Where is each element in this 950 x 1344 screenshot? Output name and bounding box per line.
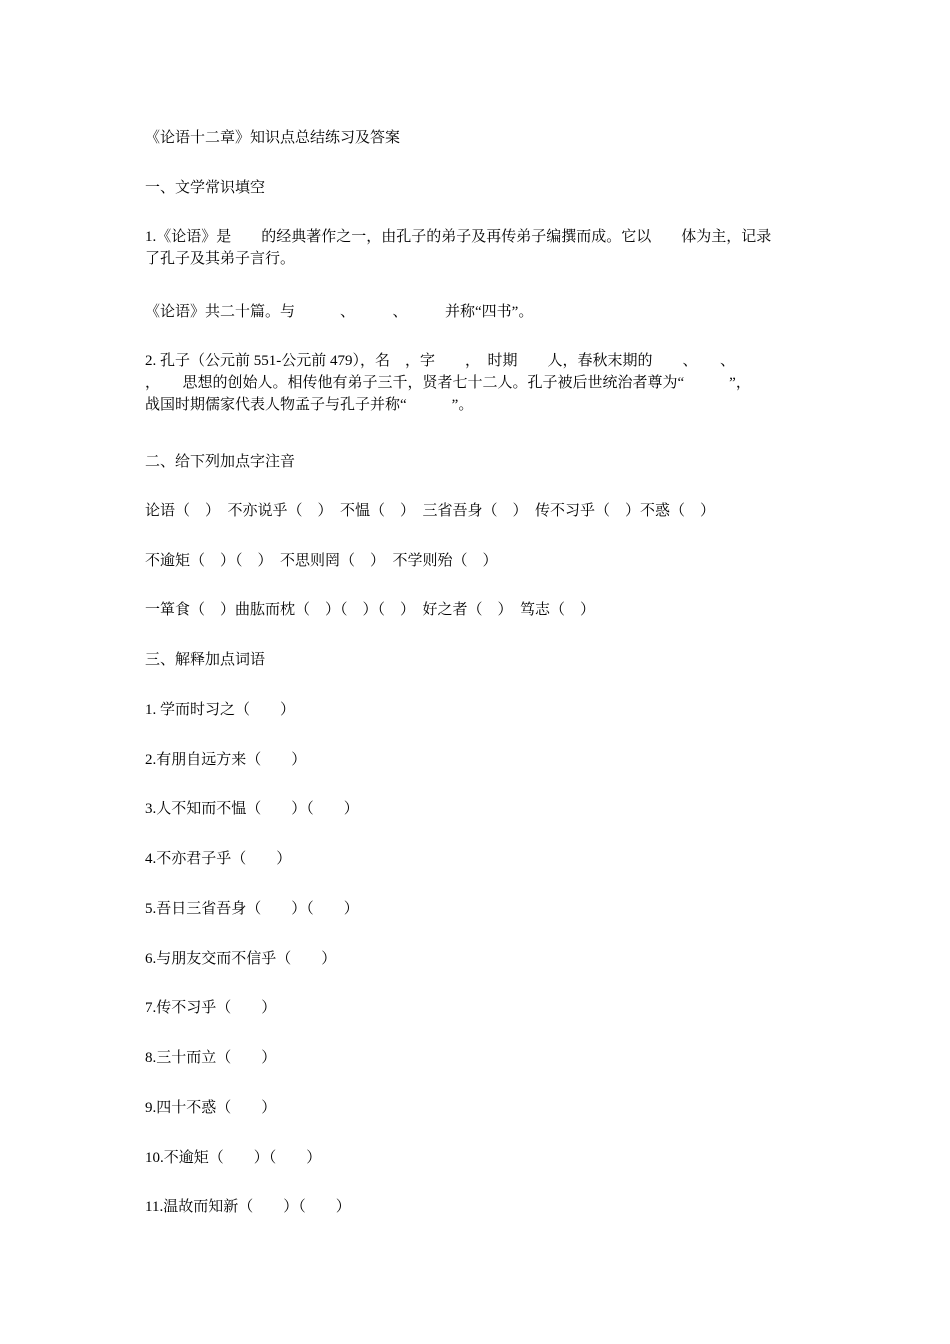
pinyin-row-1: 论语（ ） 不亦说乎（ ） 不愠（ ） 三省吾身（ ） 传不习乎（ ）不惑（ ）: [145, 503, 716, 519]
explain-item: 5.吾日三省吾身（ ）（ ）: [145, 901, 359, 917]
explain-item: 6.与朋友交而不信乎（ ）: [145, 951, 337, 967]
explain-item: 3.人不知而不愠（ ）（ ）: [145, 801, 359, 817]
section-heading-explain: 三、解释加点词语: [145, 652, 266, 668]
question-2-line-2: ， 思想的创始人。相传他有弟子三千，贤者七十二人。孔子被后世统治者尊为“ ”，: [145, 375, 751, 391]
question-2-line-1: 2. 孔子（公元前 551-公元前 479），名 ，字 ， 时期 人，春秋末期的 、 、: [145, 353, 735, 369]
pinyin-row-3: 一箪食（ ）曲肱而枕（ ）（ ）（ ） 好之者（ ） 笃志（ ）: [145, 602, 596, 618]
explain-item: 1. 学而时习之（ ）: [145, 702, 296, 718]
question-2: [145, 350, 810, 416]
question-1-line-2: 了孔子及其弟子言行。: [145, 251, 296, 267]
explain-item: 11.温故而知新（ ）（ ）: [145, 1199, 351, 1215]
question-1b: 《论语》共二十篇。与 、 、 并称“四书”。: [145, 304, 534, 320]
explain-item: 10.不逾矩（ ）（ ）: [145, 1150, 322, 1166]
document-title: 《论语十二章》知识点总结练习及答案: [145, 130, 401, 146]
explain-item: 4.不亦君子乎（ ）: [145, 851, 292, 867]
explain-item: 9.四十不惑（ ）: [145, 1100, 277, 1116]
pinyin-row-2: 不逾矩（ ）（ ） 不思则罔（ ） 不学则殆（ ）: [145, 553, 498, 569]
question-1: [145, 226, 810, 270]
explain-item: 8.三十而立（ ）: [145, 1050, 277, 1066]
section-heading-literary: 一、文学常识填空: [145, 180, 266, 196]
question-1-line-1: 1.《论语》是 的经典著作之一，由孔子的弟子及再传弟子编撰而成。它以 体为主，记录: [145, 229, 772, 245]
explain-item: 7.传不习乎（ ）: [145, 1000, 277, 1016]
section-heading-pinyin: 二、给下列加点字注音: [145, 454, 296, 470]
explain-item: 2.有朋自远方来（ ）: [145, 752, 307, 768]
question-2-line-3: 战国时期儒家代表人物孟子与孔子并称“ ”。: [145, 397, 474, 413]
